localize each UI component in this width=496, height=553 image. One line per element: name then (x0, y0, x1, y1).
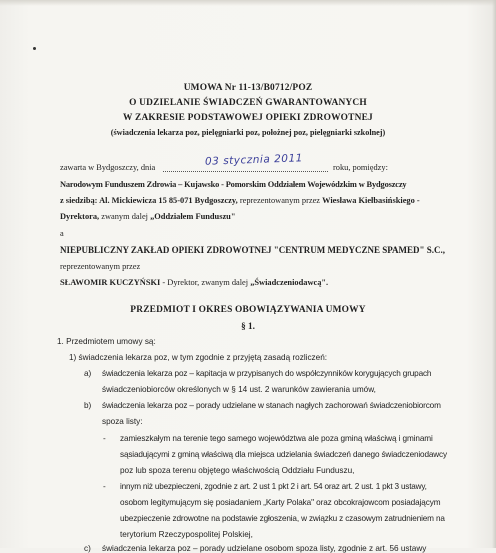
scan-shadow-top (0, 0, 496, 6)
dash-bullet-2: - (103, 482, 106, 491)
party1-called: zwanym dalej (99, 212, 151, 221)
dash-1-line1: zamieszkałym na terenie tego samego województwa ale poza gminą właściwą i gminami (120, 434, 433, 443)
party1-name: Narodowym Funduszem Zdrowia – Kujawsko - Pomorskim Oddziałem Wojewódzkim w Bydgoszczy (60, 180, 407, 189)
contract-title-line1: O UDZIELANIE ŚWIADCZEŃ GWARANTOWANYCH (129, 98, 367, 108)
scan-speck (33, 47, 36, 50)
handwritten-date: 03 stycznia 2011 (204, 152, 304, 168)
dash-2-line2: osobom legitymującym się posiadaniem „Karty Polaka" oraz obcokrajowcom posiadającym (120, 498, 441, 507)
clause-b-line1: świadczenia lekarza poz – porady udzielane w stanach nagłych zachorowań świadczeniobiorcom (102, 401, 441, 410)
party1-seat (60, 196, 420, 205)
party1-address: z siedzibą: Al. Mickiewicza 15 85-071 Bydgoszczy, (60, 196, 238, 205)
concluded-prefix: zawarta w Bydgoszczy, dnia (60, 163, 156, 172)
clause-b-label: b) (84, 401, 92, 410)
date-dotted-line (163, 170, 328, 172)
and-word: a (60, 229, 64, 238)
clause-1-1: 1) świadczenia lekarza poz, w tym zgodnie z przyjętą zasadą rozliczeń: (69, 353, 328, 362)
party1-representative: Wiesława Kiełbasińskiego - (322, 196, 420, 205)
contract-subtitle: (świadczenia lekarza poz, pielęgniarki poz, położnej poz, pielęgniarki szkolnej) (110, 128, 386, 137)
dash-2-line1: innym niż ubezpieczeni, zgodnie z art. 2 ust 1 pkt 2 i art. 54 oraz art. 2 ust. 1 pkt 3 ustawy, (120, 482, 427, 491)
party1-alias-line (60, 212, 236, 221)
party2-alias: „Świadczeniodawcą". (250, 278, 329, 287)
section-title: PRZEDMIOT I OKRES OBOWIĄZYWANIA UMOWY (130, 305, 366, 315)
contract-number: UMOWA Nr 11-13/B0712/POZ (183, 83, 313, 93)
paragraph-number: § 1. (241, 321, 255, 331)
party2-alias-line (60, 278, 328, 287)
dash-2-line4: terytorium Rzeczypospolitej Polskiej, (120, 530, 253, 539)
clause-a-line1: świadczenia lekarza poz – kapitacja w przypisanych do współczynników korygujących grupach (102, 369, 432, 378)
party2-name: NIEPUBLICZNY ZAKŁAD OPIEKI ZDROWOTNEJ "CENTRUM MEDYCZNE SPAMED" S.C., (60, 245, 446, 255)
dash-2-line3: ubezpieczenie zdrowotne na podstawie zgłoszenia, w związku z czasowym zatrudnieniem na (120, 514, 445, 523)
contract-title-line2: W ZAKRESIE PODSTAWOWEJ OPIEKI ZDROWOTNEJ (123, 113, 373, 123)
dash-1-line3: poz lub spoza terenu objętego właściwością Oddziału Funduszu, (120, 466, 355, 475)
clause-b-line2: spoza listy: (102, 417, 143, 426)
dash-bullet-1: - (103, 434, 106, 443)
party1-represented: reprezentowanym przez (237, 196, 323, 205)
party1-alias: „Oddziałem Funduszu" (150, 212, 236, 221)
party1-role: Dyrektora, (60, 212, 100, 221)
clause-a-label: a) (84, 369, 92, 378)
concluded-suffix: roku, pomiędzy: (333, 163, 388, 172)
clause-c-line1: świadczenia lekarza poz – porady udzielane osobom spoza listy, zgodnie z art. 56 ustawy (102, 544, 427, 553)
party2-represented: reprezentowanym przez (60, 262, 141, 271)
party2-representative: SŁAWOMIR KUCZYŃSKI (60, 278, 161, 287)
clause-a-line2: świadczeniobiorców określonych w § 14 ust. 2 warunków zawierania umów, (102, 385, 376, 394)
party2-role: - Dyrektor, zwanym dalej (160, 278, 251, 287)
dash-1-line2: sąsiadującymi z gminą właściwą dla miejsca udzielania świadczeń danego świadczeniodawcy (120, 450, 447, 459)
clause-c-label: c) (84, 544, 91, 553)
clause-1: 1. Przedmiotem umowy są: (57, 337, 156, 346)
